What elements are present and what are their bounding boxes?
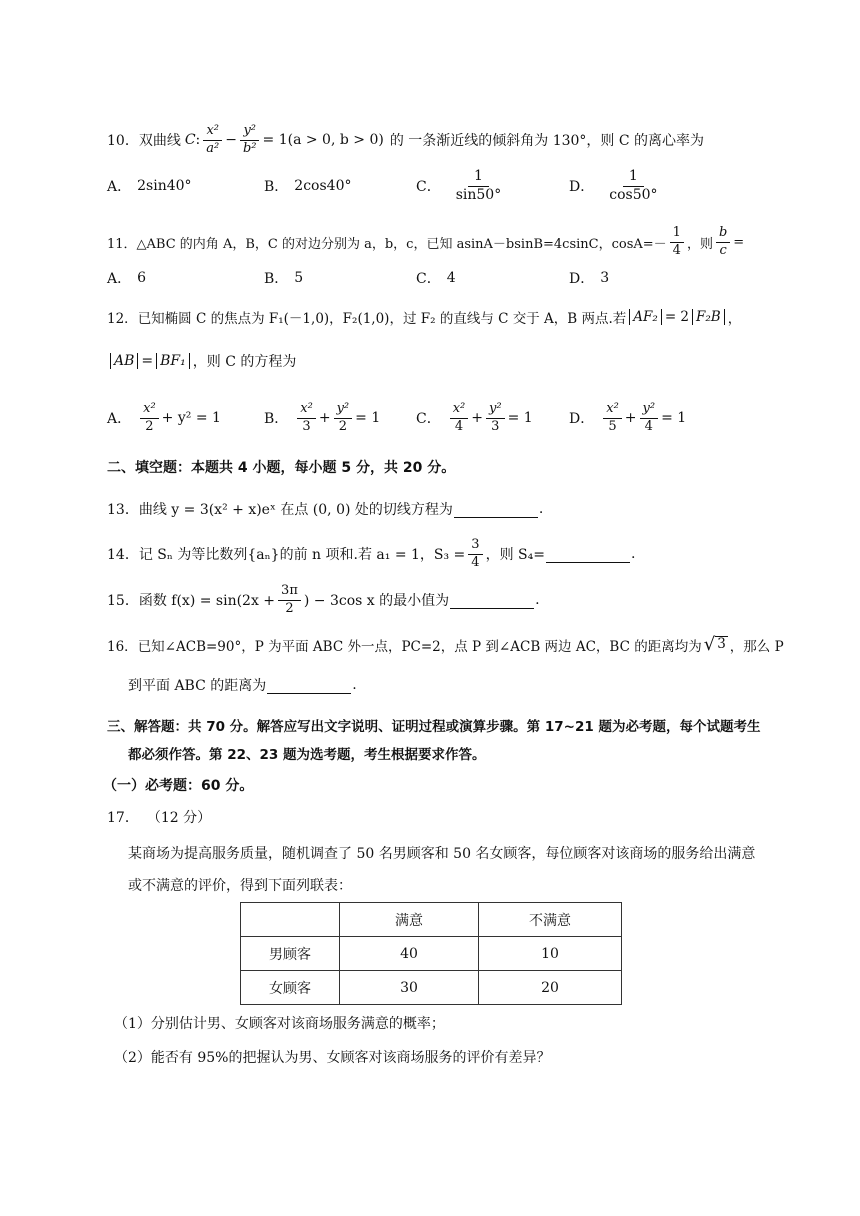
abs-bf1: BF₁ xyxy=(156,353,190,369)
table-cell: 男顾客 xyxy=(241,937,340,971)
fraction-denominator: c xyxy=(719,242,727,258)
y-over-b-fraction xyxy=(240,124,260,156)
option-text: 3 xyxy=(600,270,610,286)
contingency-table xyxy=(240,902,622,1005)
radicand: 3 xyxy=(717,636,726,652)
option-label: A． xyxy=(107,271,132,287)
option-label: D． xyxy=(569,271,595,287)
question-16-line-2 xyxy=(128,670,357,700)
table-header-cell: 满意 xyxy=(340,903,479,937)
fraction-denominator: 5 xyxy=(608,418,617,434)
question-text: 曲线 y = 3(x² + x)eˣ 在点 (0, 0) 处的切线方程为 xyxy=(138,502,453,518)
fraction-denominator: 3 xyxy=(302,418,311,434)
fraction-denominator: b² xyxy=(242,140,257,156)
option-text: 4 xyxy=(446,270,456,286)
option-text: 2sin40° xyxy=(137,178,192,194)
option-text: = 1 xyxy=(661,410,687,426)
fraction-denominator: 4 xyxy=(644,418,653,434)
equals-two: = 2 xyxy=(664,309,690,325)
comma: ， xyxy=(727,311,742,327)
question-number: 11． xyxy=(107,236,137,252)
question-lead: 双曲线 xyxy=(138,133,181,149)
option-label: C． xyxy=(416,271,441,287)
option-c[interactable] xyxy=(416,258,456,298)
fraction-denominator: sin50° xyxy=(455,186,502,203)
table-cell: 40 xyxy=(340,937,479,971)
answer-blank[interactable] xyxy=(450,592,534,609)
option-label: D． xyxy=(569,411,595,427)
option-fraction xyxy=(603,169,663,203)
question-10: 10． 双曲线 C : $\frac{\text{x²}}{\text{a²}}$ − $\frac{\text{y²}}{\text{b²}}$ = 1(a > 0, b > 0) 的 一条渐近线的倾斜角为 130°，则 C 的离心率为 xyxy=(107,123,705,156)
option-a[interactable] xyxy=(107,258,146,298)
question-text: ) − 3cos x 的最小值为 xyxy=(303,593,450,609)
question-15 xyxy=(107,580,540,620)
answer-blank[interactable] xyxy=(454,501,538,518)
option-c[interactable]: C． $\frac{\text{x²}}{4}$ + $\frac{\text{y²}}{3}$ = 1 xyxy=(416,401,533,434)
fraction-numerator: 3π xyxy=(278,584,301,600)
table-row xyxy=(241,937,622,971)
fraction-numerator: y² xyxy=(486,402,505,418)
question-number: 10． xyxy=(107,133,139,149)
question-text: 已知椭圆 C 的焦点为 F₁(－1,0)，F₂(1,0)，过 F₂ 的直线与 C 交于 A，B 两点.若 xyxy=(137,311,627,327)
option-label: A． xyxy=(107,179,132,195)
equation-rest: = 1(a > 0, b > 0) xyxy=(262,132,384,148)
question-13 xyxy=(107,494,543,524)
table-header-cell xyxy=(241,903,340,937)
question-text: ，则 xyxy=(686,236,713,252)
answer-blank[interactable] xyxy=(267,677,351,694)
question-text: 已知∠ACB=90°，P 为平面 ABC 外一点，PC=2，点 P 到∠ACB 两边 AC，BC 的距离均为 xyxy=(137,639,702,655)
section-heading-solutions: 三、解答题：共 70 分。解答应写出文字说明、证明过程或演算步骤。第 17~21 题为必考题，每个试题考生 xyxy=(107,719,761,735)
part-heading-required: （一）必考题：60 分。 xyxy=(103,778,254,794)
fraction-denominator: 4 xyxy=(672,242,681,258)
option-fraction-2 xyxy=(334,402,353,434)
table-header-cell: 不满意 xyxy=(479,903,622,937)
option-text: 5 xyxy=(294,270,304,286)
question-12 xyxy=(107,302,741,332)
option-label: C． xyxy=(416,411,441,427)
question-12-line-2 xyxy=(107,346,296,376)
equals-sign: = xyxy=(141,353,154,369)
fraction-numerator: x² xyxy=(140,402,159,418)
fraction-numerator: y² xyxy=(640,402,659,418)
period: . xyxy=(352,677,357,693)
question-text: ，则 S₄= xyxy=(485,547,545,563)
option-fraction xyxy=(603,402,622,434)
question-text: 函数 f(x) = sin(2x + xyxy=(138,593,276,609)
question-17-part-2: （2）能否有 95%的把握认为男、女顾客对该商场服务的评价有差异？ xyxy=(114,1050,551,1066)
fraction-denominator: 2 xyxy=(338,418,347,434)
fraction-denominator: cos50° xyxy=(609,186,658,203)
fraction-numerator: y² xyxy=(334,402,353,418)
table-cell: 女顾客 xyxy=(241,971,340,1005)
question-number: 12． xyxy=(107,311,138,327)
cos-fraction xyxy=(670,226,684,258)
option-label: D． xyxy=(569,179,595,195)
option-fraction xyxy=(297,402,316,434)
option-fraction xyxy=(450,169,508,203)
question-text: ，则 C 的方程为 xyxy=(192,354,297,370)
option-fraction xyxy=(450,402,469,434)
option-label: B． xyxy=(264,271,289,287)
abs-af2: AF₂ xyxy=(629,309,662,325)
question-11 xyxy=(107,224,744,260)
question-number: 16． xyxy=(107,639,138,655)
fraction-denominator: a² xyxy=(206,140,220,156)
period: . xyxy=(535,592,540,608)
fraction-denominator: 3 xyxy=(491,418,500,434)
option-label: A． xyxy=(107,411,132,427)
s3-fraction xyxy=(468,538,482,570)
fraction-numerator: 3 xyxy=(468,538,482,554)
option-b[interactable] xyxy=(264,166,351,206)
answer-blank[interactable] xyxy=(546,546,630,563)
fraction-denominator: 4 xyxy=(454,418,464,434)
abs-ab: AB xyxy=(110,353,138,369)
question-number: 14． xyxy=(107,547,139,563)
question-text: 的 一条渐近线的倾斜角为 130°，则 C 的离心率为 xyxy=(389,133,705,149)
question-number: 15． xyxy=(107,593,139,609)
option-label: C． xyxy=(416,179,441,195)
option-label: B． xyxy=(264,411,289,427)
question-text: 到平面 ABC 的距离为 xyxy=(128,678,267,694)
fraction-numerator: x² xyxy=(203,124,222,140)
question-number: 13． xyxy=(107,502,139,518)
option-a[interactable] xyxy=(107,398,221,438)
table-row xyxy=(241,971,622,1005)
b-over-c-fraction xyxy=(716,226,730,258)
question-17-intro-1: 某商场为提高服务质量，随机调查了 50 名男顾客和 50 名女顾客，每位顾客对该商场的服务给出满意 xyxy=(128,846,756,862)
option-d[interactable] xyxy=(569,166,667,206)
table-header-row xyxy=(241,903,622,937)
option-b[interactable]: B． $\frac{\text{x²}}{3}$ + $\frac{\text{y²}}{2}$ = 1 xyxy=(264,401,381,434)
equals-sign: = xyxy=(733,234,745,250)
fraction-denominator: 4 xyxy=(471,554,480,570)
question-text: 记 Sₙ 为等比数列{aₙ}的前 n 项和.若 a₁ = 1，S₃ = xyxy=(138,547,466,563)
fraction-numerator: x² xyxy=(450,402,469,418)
fraction-numerator: x² xyxy=(603,402,622,418)
option-d[interactable] xyxy=(569,258,609,298)
fraction-numerator: b xyxy=(716,226,730,242)
question-14 xyxy=(107,534,635,574)
period: . xyxy=(538,501,544,517)
fraction-numerator: x² xyxy=(297,402,316,418)
option-text: 2cos40° xyxy=(294,178,352,194)
abs-f2b: F₂B xyxy=(692,309,725,325)
option-text: + y² = 1 xyxy=(161,410,221,426)
option-text: 6 xyxy=(137,270,147,286)
option-fraction xyxy=(140,402,159,434)
option-d[interactable]: D． $\frac{\text{x²}}{5}$ + $\frac{\text{y²}}{4}$ = 1 xyxy=(569,401,687,434)
question-17-intro-2: 或不满意的评价，得到下面列联表： xyxy=(128,878,352,894)
fraction-numerator: y² xyxy=(240,124,259,140)
fraction-numerator: 1 xyxy=(670,226,684,242)
option-label: B． xyxy=(264,179,289,195)
fraction-numerator: 1 xyxy=(623,169,644,186)
option-fraction-2 xyxy=(640,402,659,434)
sqrt-three: √ 3 xyxy=(703,634,726,655)
table-cell: 30 xyxy=(340,971,479,1005)
three-pi-over-two-fraction xyxy=(278,584,301,616)
curve-name: C xyxy=(184,132,196,148)
x-over-a-fraction xyxy=(203,124,222,156)
fraction-numerator: 1 xyxy=(468,169,489,186)
fraction-denominator: 2 xyxy=(285,600,294,616)
option-b[interactable] xyxy=(264,258,303,298)
question-text: ，那么 P xyxy=(729,639,784,655)
option-fraction-2 xyxy=(486,402,505,434)
period: . xyxy=(630,546,636,562)
question-16 xyxy=(107,630,784,660)
option-c[interactable] xyxy=(416,166,510,206)
section-heading-solutions-line-2: 都必须作答。第 22、23 题为选考题，考生根据要求作答。 xyxy=(128,747,486,763)
question-17 xyxy=(107,802,211,832)
option-text: = 1 xyxy=(507,410,533,426)
fraction-denominator: 2 xyxy=(145,418,154,434)
section-heading-fill-in: 二、填空题：本题共 4 小题，每小题 5 分，共 20 分。 xyxy=(107,460,456,476)
option-a[interactable] xyxy=(107,166,192,206)
table-cell: 20 xyxy=(479,971,622,1005)
option-text: = 1 xyxy=(355,410,381,426)
table-cell: 10 xyxy=(479,937,622,971)
question-number: 17． xyxy=(107,810,139,826)
question-points: （12 分） xyxy=(146,810,212,826)
question-17-part-1: （1）分别估计男、女顾客对该商场服务满意的概率； xyxy=(114,1016,445,1032)
question-text: △ABC 的内角 A，B，C 的对边分别为 a，b，c，已知 asinA－bsinB=4csinC，cosA=－ xyxy=(136,236,667,252)
